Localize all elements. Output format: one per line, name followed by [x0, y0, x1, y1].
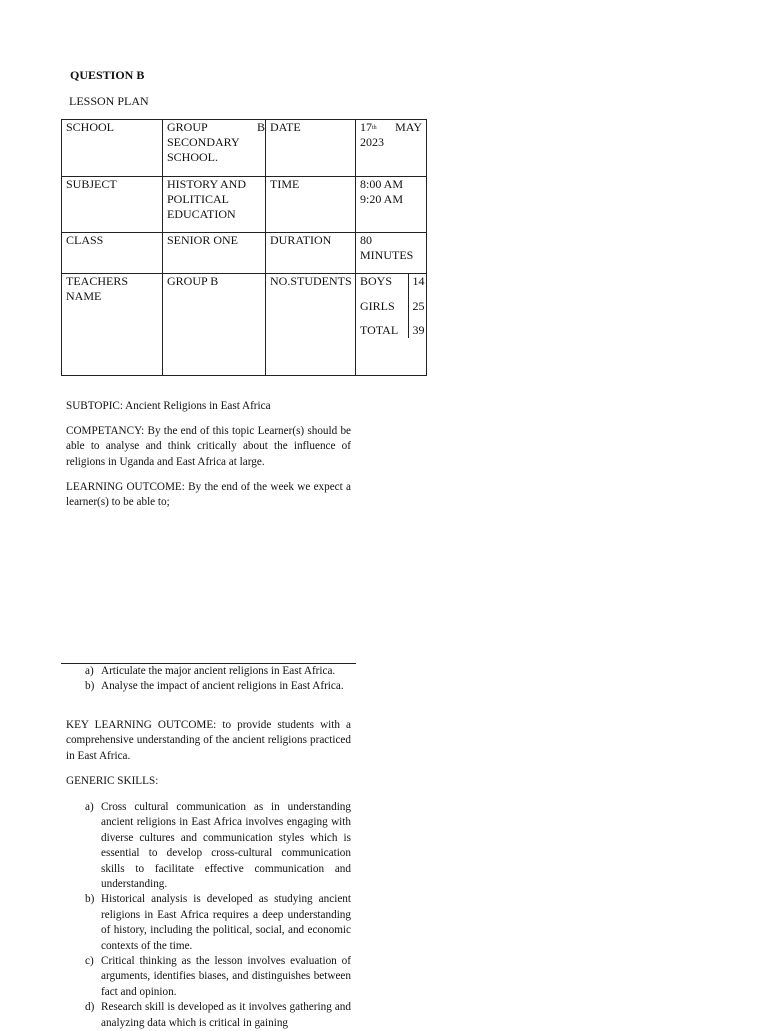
key-learning-outcome: KEY LEARNING OUTCOME: to provide students with a comprehensive understanding of the ancient religions practiced in East Africa. [66, 719, 351, 762]
girls-label: GIRLS [360, 299, 395, 313]
skills-list [85, 800, 351, 1031]
teacher-label: TEACHERS NAME [62, 274, 163, 376]
doc-title: LESSON PLAN [69, 94, 149, 108]
list-item: c) Critical thinking as the lesson involves evaluation of arguments, identifies biases, and distinguishes between fact and opinion. [85, 955, 351, 998]
school-value: GROUP B SECONDARY SCHOOL. [163, 120, 266, 177]
list-item: b) Historical analysis is developed as studying ancient religions in East Africa requires a deep understanding of history, including the political, social, and economic contexts of the time. [85, 893, 351, 952]
learning-outcome: LEARNING OUTCOME: By the end of the week we expect a learner(s) to be able to; [66, 481, 351, 509]
students-label: NO.STUDENTS [266, 274, 356, 376]
question-heading: QUESTION B [70, 68, 145, 82]
duration-label: DURATION [266, 233, 356, 274]
generic-skills-title: GENERIC SKILLS: [66, 775, 159, 787]
duration-value: 80 MINUTES [356, 233, 427, 274]
girls-value: 25 [408, 299, 426, 323]
time-value: 8:00 AM 9:20 AM [356, 177, 427, 233]
lesson-plan-table [61, 119, 427, 376]
students-breakdown [356, 274, 427, 376]
school-label: SCHOOL [62, 120, 163, 177]
boys-value: 14 [408, 274, 426, 299]
list-item: a) Articulate the major ancient religions in East Africa. [85, 665, 336, 677]
list-item: a) Cross cultural communication as in understanding ancient religions in East Africa involves engaging with diverse cultures and communication styles which is essential to develop cross-cultural communication skills to facilitate effective communication and understanding. [85, 801, 351, 891]
list-item: b) Analyse the impact of ancient religions in East Africa. [85, 680, 344, 693]
total-value: 39 [408, 323, 426, 338]
date-label: DATE [266, 120, 356, 177]
list-item: d) Research skill is developed as it involves gathering and analyzing data which is critical in gaining [85, 1001, 351, 1029]
class-value: SENIOR ONE [163, 233, 266, 274]
boys-label: BOYS [360, 274, 393, 288]
time-label: TIME [266, 177, 356, 233]
teacher-value: GROUP B [163, 274, 266, 376]
class-label: CLASS [62, 233, 163, 274]
competency: COMPETANCY: By the end of this topic Learner(s) should be able to analyse and think critically about the influence of religions in Uganda and East Africa at large. [66, 425, 351, 468]
date-value: 17th MAY 2023 [356, 120, 427, 177]
total-label: TOTAL [360, 323, 399, 337]
subject-value: HISTORY AND POLITICAL EDUCATION [163, 177, 266, 233]
subject-label: SUBJECT [62, 177, 163, 233]
subtopic: SUBTOPIC: Ancient Religions in East Africa [66, 400, 271, 412]
outcomes-list [85, 664, 351, 695]
